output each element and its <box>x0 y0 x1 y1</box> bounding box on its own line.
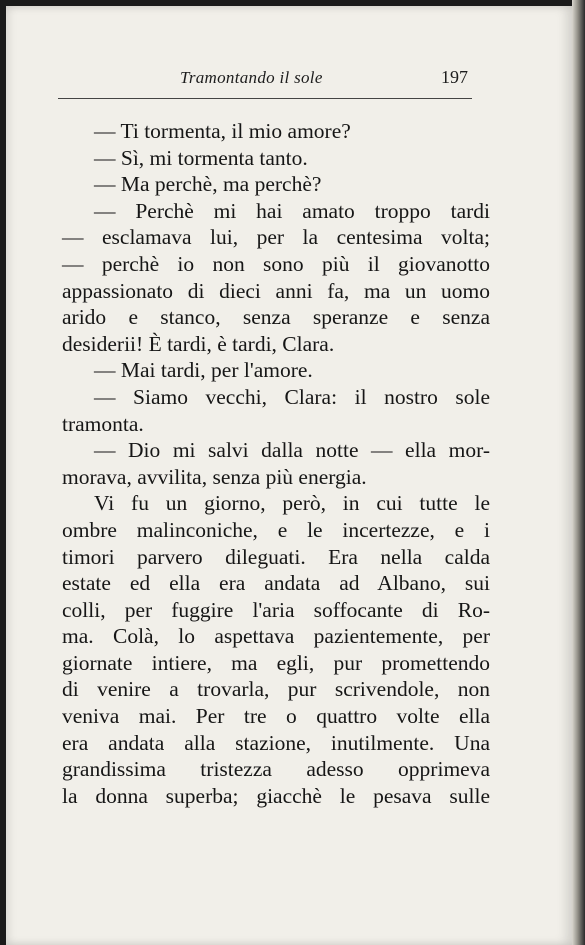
book-page <box>6 6 572 945</box>
text-line: colli, per fuggire l'aria soffocante di Ro- <box>62 597 490 622</box>
text-line: — perchè io non sono più il giovanotto <box>62 251 490 276</box>
text-line: estate ed ella era andata ad Albano, sui <box>62 571 490 596</box>
text-line: arido e stanco, senza speranze e senza <box>62 305 490 330</box>
text-line: — Dio mi salvi dalla notte — ella mor- <box>94 438 490 463</box>
book-spine-shadow <box>572 0 585 945</box>
text-line: ombre malinconiche, e le incertezze, e i <box>62 517 490 542</box>
text-line: desiderii! È tardi, è tardi, Clara. <box>62 331 335 356</box>
text-line: — Mai tardi, per l'amore. <box>94 358 313 383</box>
text-line: — Ti tormenta, il mio amore? <box>94 119 351 143</box>
body-text <box>62 118 490 809</box>
text-line: veniva mai. Per tre o quattro volte ella <box>62 704 490 729</box>
text-line: appassionato di dieci anni fa, ma un uomo <box>62 278 490 303</box>
text-line: morava, avvilita, senza più energia. <box>62 464 367 489</box>
text-line: — Sì, mi tormenta tanto. <box>94 145 308 170</box>
text-line: di venire a trovarla, pur scrivendole, non <box>62 677 490 702</box>
text-line: — Siamo vecchi, Clara: il nostro sole <box>94 384 490 409</box>
page-number: 197 <box>441 67 468 87</box>
text-line: ma. Colà, lo aspettava pazientemente, per <box>62 624 490 649</box>
text-line: — Ma perchè, ma perchè? <box>94 172 322 197</box>
text-line: timori parvero dileguati. Era nella calda <box>62 544 490 569</box>
text-line: — Perchè mi hai amato troppo tardi <box>94 198 490 223</box>
text-line: grandissima tristezza adesso opprimeva <box>62 757 490 782</box>
text-line: giornate intiere, ma egli, pur promettendo <box>62 650 490 675</box>
running-head: Tramontando il sole <box>180 68 323 87</box>
text-line: Vi fu un giorno, però, in cui tutte le <box>94 491 490 516</box>
text-line: la donna superba; giacchè le pesava sulle <box>62 783 490 808</box>
text-line: tramonta. <box>62 411 144 436</box>
text-line: — esclamava lui, per la centesima volta; <box>62 225 490 250</box>
page-header <box>58 64 472 99</box>
text-line: era andata alla stazione, inutilmente. Una <box>62 730 490 755</box>
